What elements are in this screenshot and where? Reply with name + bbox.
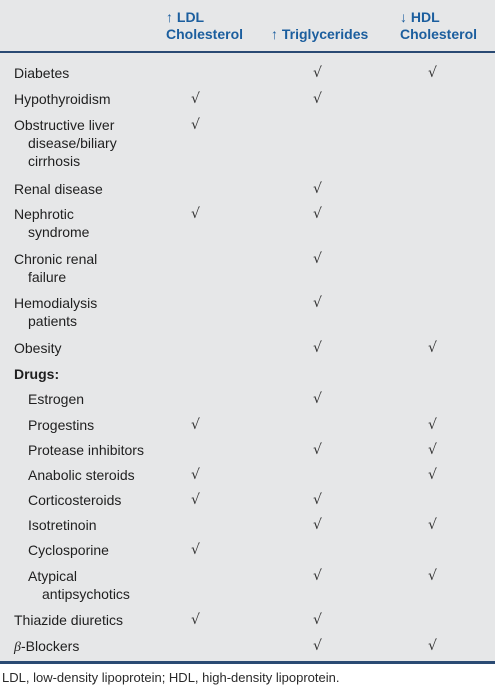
check-tg: √ [313,391,322,407]
row-label-line: cirrhosis [28,153,81,169]
header-ldl-line1: ↑ LDL [166,9,205,25]
row-label-line: syndrome [28,224,90,240]
check-tg: √ [313,340,322,356]
bottom-rule [0,661,495,664]
check-ldl: √ [191,417,200,433]
row-label [14,611,164,629]
row-label-line: Atypical [28,568,78,584]
check-tg: √ [313,65,322,81]
row-label [14,294,164,330]
row-label [14,365,164,383]
row-label-line: Drugs: [14,366,60,382]
header-ldl-line2: Cholesterol [166,26,244,42]
row-label-line: Hemodialysis [14,295,98,311]
check-hdl: √ [428,467,437,483]
check-ldl: √ [191,467,200,483]
row-label-line: failure [28,269,67,285]
row-label [14,250,164,286]
check-ldl: √ [191,91,200,107]
check-tg: √ [313,612,322,628]
check-ldl: √ [191,206,200,222]
row-label-line: Obesity [14,340,62,356]
check-tg: √ [313,517,322,533]
row-label-line: Cyclosporine [28,542,109,558]
check-tg: √ [313,442,322,458]
row-label-line: Obstructive liver [14,117,115,133]
header-tg-line1: ↑ Triglycerides [271,26,369,42]
row-label-line: Protease inhibitors [28,442,144,458]
header-rule [0,51,495,53]
row-label-line: Corticosteroids [28,492,122,508]
row-label-line: Diabetes [14,65,70,81]
row-label-line: patients [28,313,78,329]
check-hdl: √ [428,517,437,533]
row-label-line: Hypothyroidism [14,91,111,107]
check-hdl: √ [428,340,437,356]
row-label [14,180,164,198]
row-label [28,567,178,603]
row-label-line: Renal disease [14,181,103,197]
header-hdl-line1: ↓ HDL [400,9,440,25]
row-label-line: Estrogen [28,391,85,407]
check-tg: √ [313,492,322,508]
check-tg: √ [313,568,322,584]
header-hdl-line2: Cholesterol [400,26,478,42]
footnote: LDL, low-density lipoprotein; HDL, high-density lipoprotein. [2,670,340,685]
row-label [28,491,178,509]
check-ldl: √ [191,117,200,133]
check-ldl: √ [191,612,200,628]
row-label [14,339,164,357]
row-label-line: Anabolic steroids [28,467,135,483]
row-label [28,516,178,534]
check-hdl: √ [428,568,437,584]
check-tg: √ [313,181,322,197]
check-hdl: √ [428,638,437,654]
row-label [28,466,178,484]
row-label-line [14,637,164,657]
row-label-line: disease/biliary [28,135,117,151]
row-label [28,390,178,408]
row-label [28,441,178,459]
row-label [28,541,178,559]
check-tg: √ [313,295,322,311]
row-label [14,116,164,170]
check-tg: √ [313,251,322,267]
row-label-line: Progestins [28,417,95,433]
check-hdl: √ [428,417,437,433]
check-tg: √ [313,91,322,107]
row-label-line: Thiazide diuretics [14,612,123,628]
row-label [28,416,178,434]
check-hdl: √ [428,65,437,81]
check-hdl: √ [428,442,437,458]
row-label [14,205,164,241]
row-label [14,64,164,82]
row-label-line: Isotretinoin [28,517,97,533]
row-label-line: antipsychotics [42,586,130,602]
row-label-line: Chronic renal [14,251,98,267]
header-ldl [166,0,243,50]
beta-symbol: β [14,640,21,655]
header-hdl [400,0,477,50]
row-label [14,637,164,657]
check-tg: √ [313,638,322,654]
check-ldl: √ [191,542,200,558]
check-ldl: √ [191,492,200,508]
check-tg: √ [313,206,322,222]
row-label-line: Nephrotic [14,206,74,222]
row-label [14,90,164,108]
row-label-text: -Blockers [20,638,80,654]
